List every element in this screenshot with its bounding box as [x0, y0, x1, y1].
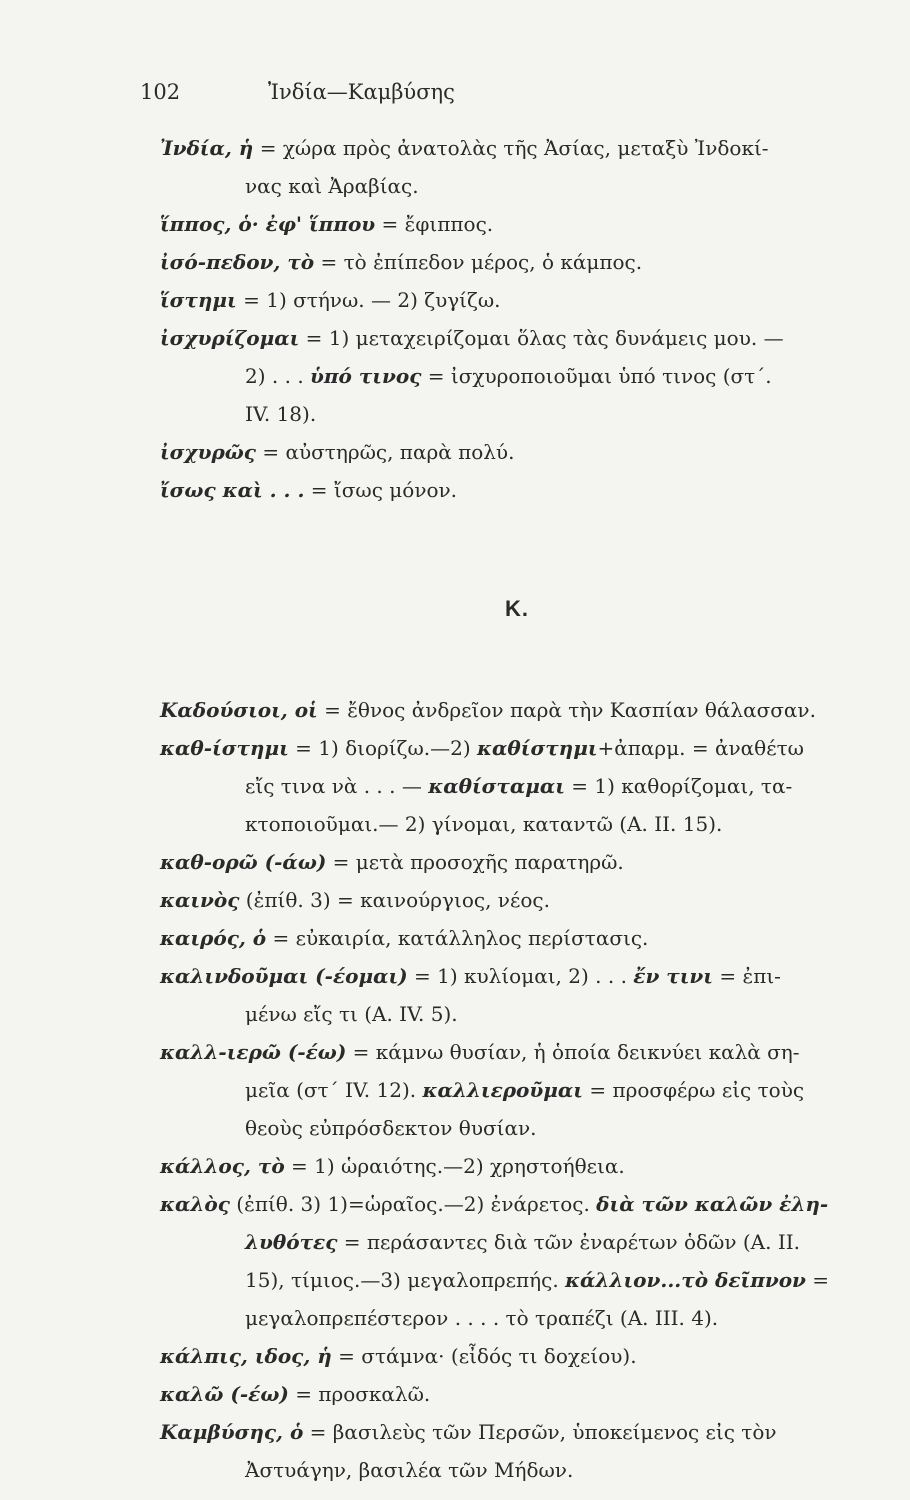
definition-text: = 1) ὡραιότης.—2) χρηστοήθεια. [284, 1154, 625, 1178]
entry-line [160, 1346, 880, 1384]
definition-text: = ἐπι- [712, 964, 781, 988]
definition-text: κτοποιοῦμαι.— 2) γίνομαι, καταντῶ (Α. II. 15). [245, 812, 723, 836]
definition-text: = βασιλεὺς τῶν Περσῶν, ὑποκείμενος εἰς τὸν [303, 1420, 777, 1444]
headword: ἰσχυρῶς [160, 440, 256, 464]
entry-line [160, 1384, 880, 1422]
definition-text: = ἰσχυροποιοῦμαι ὑπό τινος (στ΄. [421, 364, 772, 388]
headword: ἴσως καὶ . . . [160, 478, 305, 502]
definition-text: μεῖα (στ΄ IV. 12). [245, 1078, 423, 1102]
definition-text: = τὸ ἐπίπεδον μέρος, ὁ κάμπος. [314, 250, 643, 274]
headword: καθίσταμαι [428, 774, 565, 798]
dictionary-entry [160, 1422, 880, 1498]
headword: ὑπό τινος [310, 364, 422, 388]
entry-line [160, 890, 880, 928]
entry-line [160, 738, 880, 776]
entry-line [160, 290, 880, 328]
definition-text: = ἔφιππος. [375, 212, 494, 236]
headword: καθ-ορῶ (-άω) [160, 850, 327, 874]
entry-line [160, 1156, 880, 1194]
entry-line [160, 442, 880, 480]
headword: Καδούσιοι, οἱ [160, 698, 318, 722]
entry-line [160, 700, 880, 738]
dictionary-entry [160, 1156, 880, 1194]
definition-text: νας καὶ Ἀραβίας. [245, 174, 419, 198]
dictionary-entry [160, 480, 880, 518]
entry-continuation-line [160, 404, 880, 442]
entry-line [160, 1422, 880, 1460]
headword: ἵστημι [160, 288, 237, 312]
definition-text: = χώρα πρὸς ἀνατολὰς τῆς Ἀσίας, μεταξὺ Ἰνδοκί- [253, 136, 769, 160]
definition-text: Ἀστυάγην, βασιλέα τῶν Μήδων. [245, 1458, 574, 1482]
definition-text: θεοὺς εὐπρόσδεκτον θυσίαν. [245, 1116, 537, 1140]
dictionary-entry [160, 290, 880, 328]
dictionary-entry [160, 138, 880, 214]
headword: καλῶ (-έω) [160, 1382, 289, 1406]
entry-continuation-line [160, 814, 880, 852]
entry-continuation-line [160, 1118, 880, 1156]
entry-line [160, 852, 880, 890]
section-letter: Κ. [505, 596, 529, 621]
headword: καλὸς [160, 1192, 230, 1216]
definition-text: = αὐστηρῶς, παρὰ πολύ. [255, 440, 515, 464]
headword: λυθότες [245, 1230, 338, 1254]
entry-line [160, 928, 880, 966]
definition-text: εἴς τινα νὰ . . . — [245, 774, 429, 798]
definition-text: = 1) διορίζω.—2) [288, 736, 478, 760]
definition-text: = προσκαλῶ. [288, 1382, 431, 1406]
entry-continuation-line [160, 176, 880, 214]
entry-continuation-line [160, 1232, 880, 1270]
headword: κάλπις, ιδος, ἡ [160, 1344, 332, 1368]
headword: κάλλος, τὸ [160, 1154, 285, 1178]
dictionary-entry [160, 966, 880, 1042]
dictionary-entry [160, 1346, 880, 1384]
headword: Ἰνδία, ἡ [160, 136, 254, 160]
definition-text: = κάμνω θυσίαν, ἡ ὁποία δεικνύει καλὰ ση- [346, 1040, 800, 1064]
definition-text: IV. 18). [245, 402, 317, 426]
definition-text: = [805, 1268, 830, 1292]
definition-text: = στάμνα· (εἶδός τι δοχείου). [331, 1344, 637, 1368]
dictionary-entry [160, 442, 880, 480]
definition-text: (ἐπίθ. 3) 1)=ὡραῖος.—2) ἐνάρετος. [229, 1192, 597, 1216]
definition-text: (ἐπίθ. 3) = καινούργιος, νέος. [239, 888, 550, 912]
definition-text: = εὐκαιρία, κατάλληλος περίστασις. [266, 926, 649, 950]
definition-text: = ἴσως μόνον. [304, 478, 458, 502]
definition-text: = 1) μεταχειρίζομαι ὅλας τὰς δυνάμεις μου. — [299, 326, 784, 350]
entry-line [160, 480, 880, 518]
definition-text: = περάσαντες διὰ τῶν ἐναρέτων ὁδῶν (Α. II. [337, 1230, 800, 1254]
dictionary-entry [160, 890, 880, 928]
definition-text: = 1) κυλίομαι, 2) . . . [407, 964, 634, 988]
running-head-title: Ἰνδία—Καμβύσης [268, 80, 455, 104]
definition-text: μεγαλοπρεπέστερον . . . . τὸ τραπέζι (Α. III. 4). [245, 1306, 719, 1330]
entry-line [160, 138, 880, 176]
definition-text: 15), τίμιος.—3) μεγαλοπρεπής. [245, 1268, 566, 1292]
dictionary-entry [160, 700, 880, 738]
headword: καθ-ίστημι [160, 736, 289, 760]
definition-text: = προσφέρω εἰς τοὺς [582, 1078, 805, 1102]
entries-section-iota [160, 138, 880, 518]
definition-text: = 1) καθορίζομαι, τα- [564, 774, 793, 798]
entry-line [160, 1194, 880, 1232]
page-number: 102 [140, 80, 181, 104]
entry-line [160, 966, 880, 1004]
entry-continuation-line [160, 1080, 880, 1118]
headword: καινὸς [160, 888, 240, 912]
dictionary-entry [160, 1384, 880, 1422]
definition-text: 2) . . . [245, 364, 311, 388]
entry-continuation-line [160, 1270, 880, 1308]
dictionary-entry [160, 1042, 880, 1156]
definition-text: = 1) στήνω. — 2) ζυγίζω. [236, 288, 501, 312]
headword: καθίστημι [477, 736, 598, 760]
definition-text: = μετὰ προσοχῆς παρατηρῶ. [326, 850, 624, 874]
headword: καιρός, ὁ [160, 926, 267, 950]
headword: ἰσχυρίζομαι [160, 326, 300, 350]
definition-text: +ἀπαρμ. = ἀναθέτω [597, 736, 804, 760]
entry-continuation-line [160, 1460, 880, 1498]
dictionary-entry [160, 214, 880, 252]
dictionary-entry [160, 328, 880, 442]
entry-continuation-line [160, 776, 880, 814]
entry-continuation-line [160, 366, 880, 404]
headword: διὰ τῶν καλῶν ἐλη- [596, 1192, 829, 1216]
entries-section-kappa [160, 700, 880, 1498]
dictionary-entry [160, 252, 880, 290]
definition-text: = ἔθνος ἀνδρεῖον παρὰ τὴν Κασπίαν θάλασσαν. [317, 698, 816, 722]
headword: κάλλιον...τὸ δεῖπνον [565, 1268, 806, 1292]
definition-text: μένω εἴς τι (Α. IV. 5). [245, 1002, 458, 1026]
headword: καλλιεροῦμαι [422, 1078, 583, 1102]
entry-continuation-line [160, 1308, 880, 1346]
headword: καλλ-ιερῶ (-έω) [160, 1040, 347, 1064]
entry-line [160, 252, 880, 290]
dictionary-entry [160, 852, 880, 890]
headword: ἰσό-πεδον, τὸ [160, 250, 315, 274]
dictionary-entry [160, 928, 880, 966]
headword: ἵππος, ὁ· ἐφ' ἵππου [160, 212, 376, 236]
entry-line [160, 1042, 880, 1080]
headword: καλινδοῦμαι (-έομαι) [160, 964, 408, 988]
headword: ἔν τινι [633, 964, 713, 988]
entry-line [160, 214, 880, 252]
headword: Καμβύσης, ὁ [160, 1420, 304, 1444]
entry-line [160, 328, 880, 366]
dictionary-entry [160, 738, 880, 852]
entry-continuation-line [160, 1004, 880, 1042]
dictionary-entry [160, 1194, 880, 1346]
